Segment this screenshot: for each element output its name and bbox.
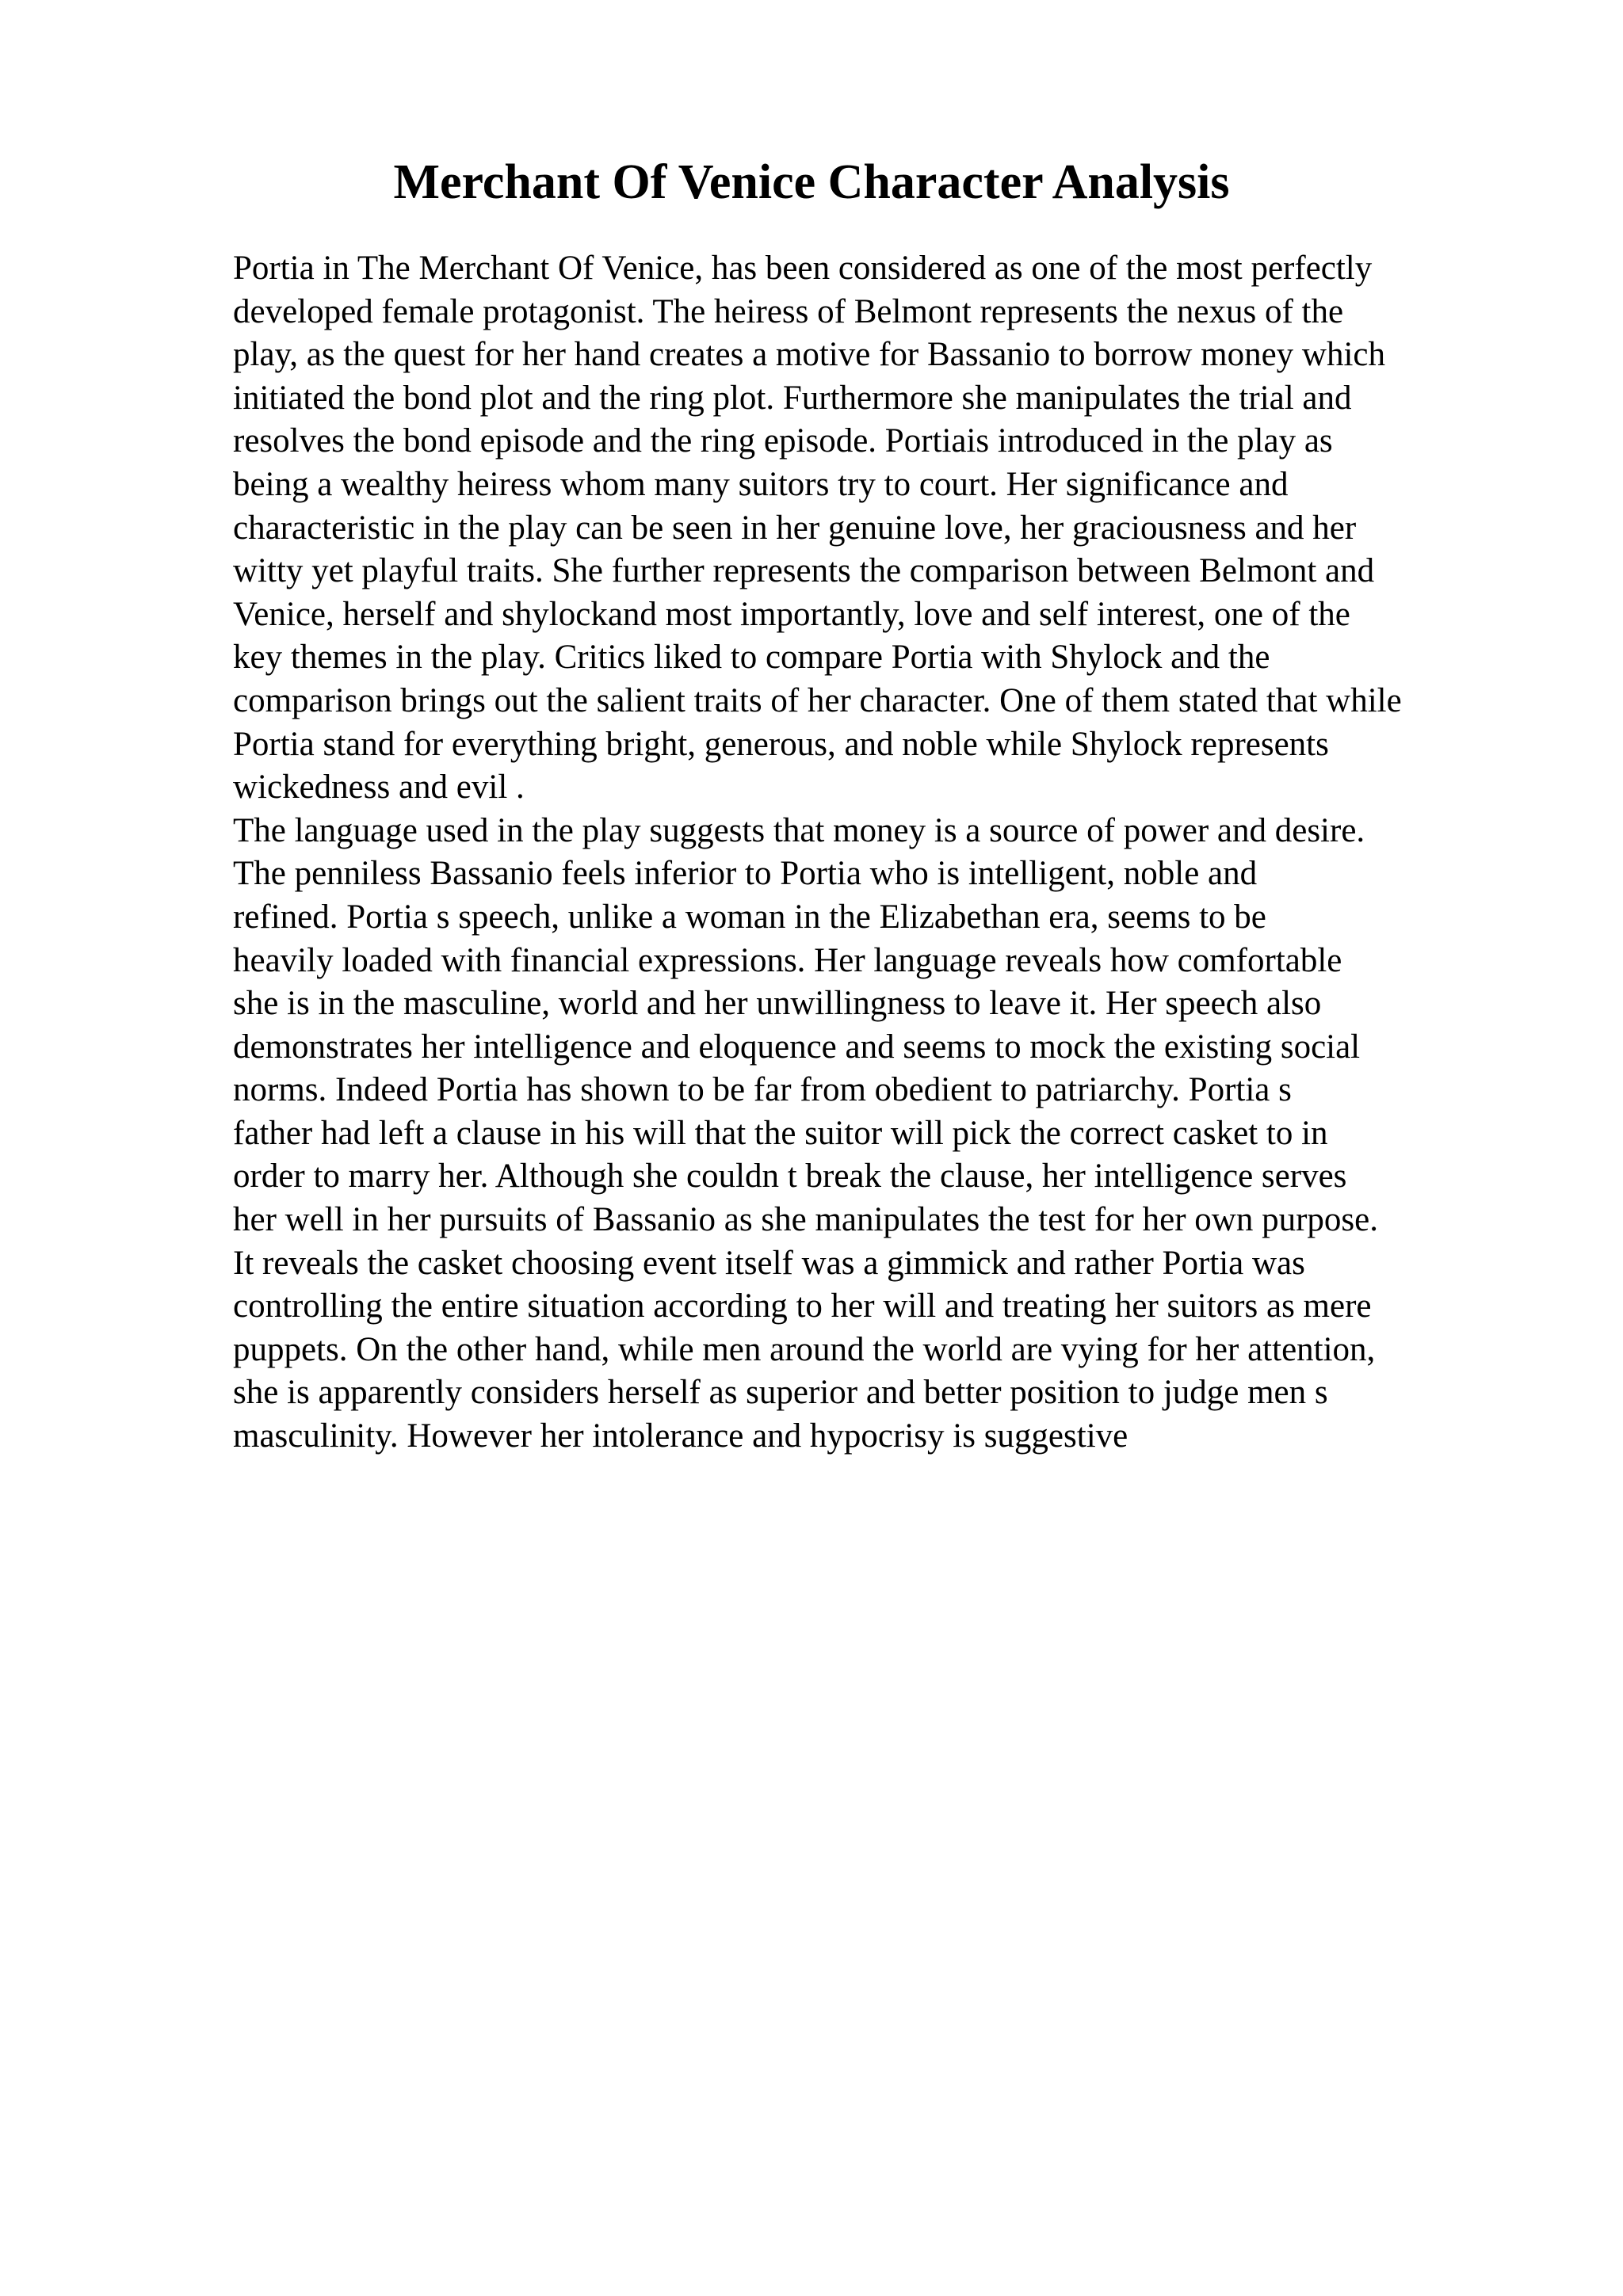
text-line: norms. Indeed Portia has shown to be far from obedient to patriarchy. Portia s <box>233 1071 1292 1109</box>
text-line: Venice, herself and shylockand most importantly, love and self interest, one of the <box>233 595 1350 633</box>
text-line: puppets. On the other hand, while men around the world are vying for her attention, <box>233 1330 1376 1368</box>
text-line: Portia in The Merchant Of Venice, has been considered as one of the most perfectly <box>233 250 1373 287</box>
text-line: witty yet playful traits. She further represents the comparison between Belmont and <box>233 552 1375 590</box>
text-line: heavily loaded with financial expressions. Her language reveals how comfortable <box>233 941 1342 979</box>
text-line: father had left a clause in his will that the suitor will pick the correct casket to in <box>233 1114 1328 1152</box>
text-line: she is apparently considers herself as superior and better position to judge men s <box>233 1374 1328 1412</box>
text-line: refined. Portia s speech, unlike a woman in the Elizabethan era, seems to be <box>233 898 1266 936</box>
text-line: The penniless Bassanio feels inferior to Portia who is intelligent, noble and <box>233 855 1258 893</box>
text-line: she is in the masculine, world and her unwillingness to leave it. Her speech also <box>233 985 1322 1023</box>
text-line: Portia stand for everything bright, generous, and noble while Shylock represents <box>233 725 1329 763</box>
text-line: developed female protagonist. The heiress of Belmont represents the nexus of the <box>233 292 1344 330</box>
text-line: demonstrates her intelligence and eloquence and seems to mock the existing social <box>233 1028 1361 1066</box>
text-line: play, as the quest for her hand creates a motive for Bassanio to borrow money which <box>233 336 1386 374</box>
text-line: her well in her pursuits of Bassanio as she manipulates the test for her own purpose. <box>233 1201 1378 1239</box>
text-line: comparison brings out the salient traits of her character. One of them stated that while <box>233 681 1402 719</box>
text-line: wickedness and evil . <box>233 769 525 807</box>
text-line: order to marry her. Although she couldn t break the clause, her intelligence serves <box>233 1158 1347 1196</box>
text-line: resolves the bond episode and the ring episode. Portiais introduced in the play as <box>233 422 1333 460</box>
text-line: It reveals the casket choosing event itself was a gimmick and rather Portia was <box>233 1244 1305 1282</box>
text-line: The language used in the play suggests that money is a source of power and desire. <box>233 811 1365 849</box>
text-line: initiated the bond plot and the ring plot. Furthermore she manipulates the trial and <box>233 379 1352 417</box>
text-line: controlling the entire situation according to her will and treating her suitors as mere <box>233 1287 1372 1325</box>
text-line: characteristic in the play can be seen in her genuine love, her graciousness and her <box>233 509 1357 547</box>
document-title: Merchant Of Venice Character Analysis <box>393 155 1230 209</box>
document-body <box>233 247 1580 1459</box>
text-line: masculinity. However her intolerance and hypocrisy is suggestive <box>233 1417 1128 1455</box>
text-line: being a wealthy heiress whom many suitors try to court. Her significance and <box>233 465 1289 503</box>
text-line: key themes in the play. Critics liked to compare Portia with Shylock and the <box>233 639 1270 677</box>
